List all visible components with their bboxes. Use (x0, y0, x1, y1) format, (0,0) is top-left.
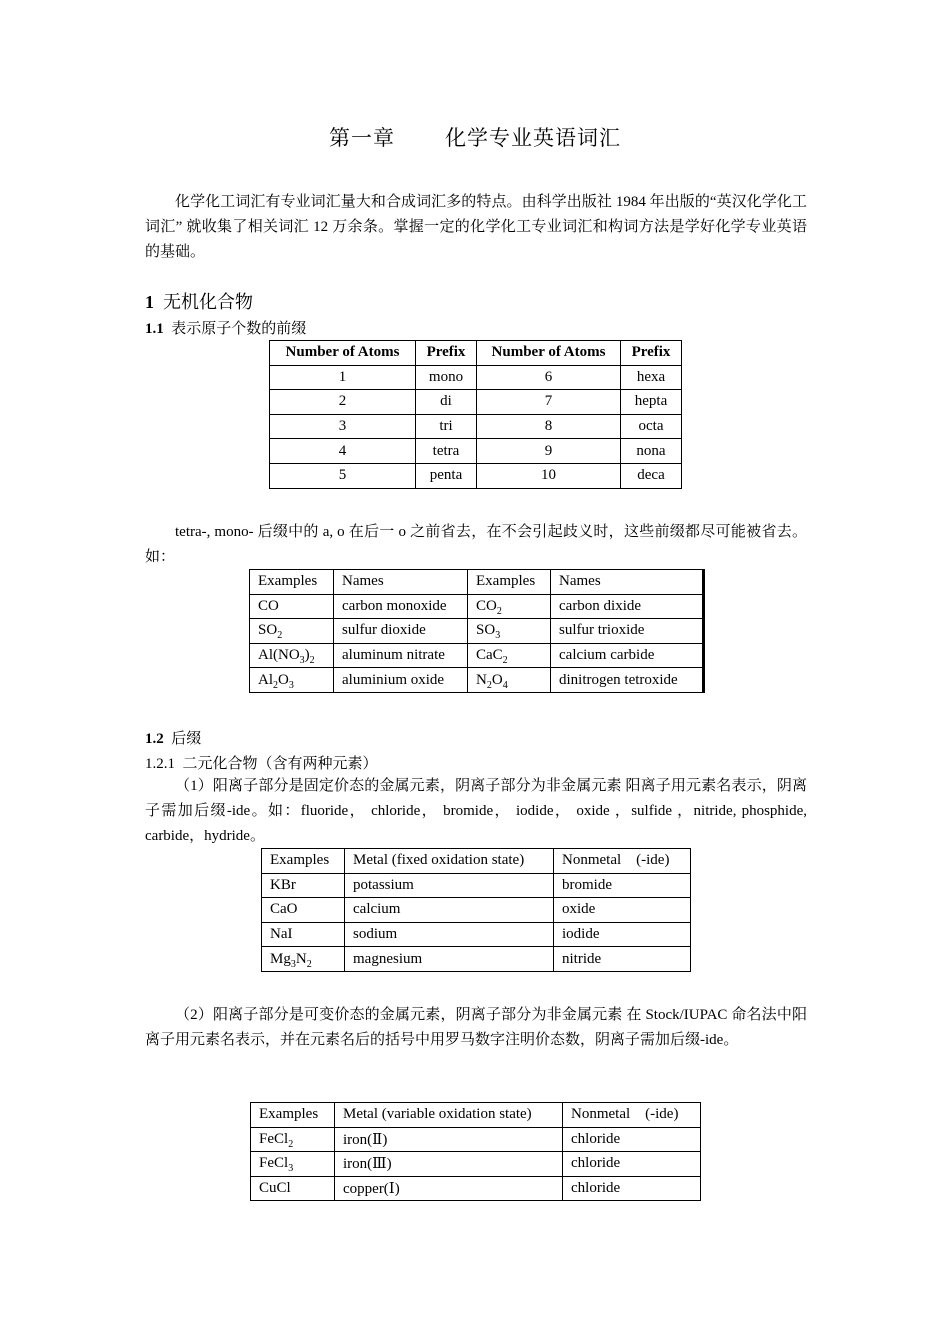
variable-table-cell: CuCl (251, 1176, 335, 1201)
fixed-table-cell: KBr (262, 873, 345, 898)
section-1-2-1-title: 二元化合物（含有两种元素） (182, 756, 378, 772)
section-1-1-heading (145, 317, 306, 338)
table-row (262, 922, 691, 947)
prefix-table-header-cell: Prefix (416, 341, 477, 366)
section-1-title: 无机化合物 (163, 292, 253, 312)
examples-table-cell: dinitrogen tetroxide (551, 668, 704, 693)
fixed-table-cell: sodium (345, 922, 554, 947)
prefix-table-cell: 6 (477, 365, 621, 390)
examples-table-cell: aluminum nitrate (334, 643, 468, 668)
table-row (250, 594, 704, 619)
prefix-table-cell: 1 (270, 365, 416, 390)
prefix-table-cell: 9 (477, 439, 621, 464)
fixed-table-cell: magnesium (345, 947, 554, 972)
prefix-table-cell: 2 (270, 390, 416, 415)
variable-table-cell: chloride (563, 1176, 701, 1201)
variable-table-header-row (251, 1103, 701, 1128)
chapter-title (0, 122, 950, 152)
table-row (262, 898, 691, 923)
examples-table-cell: sulfur trioxide (551, 619, 704, 644)
fixed-table-header-row (262, 849, 691, 874)
examples-table (249, 569, 705, 693)
variable-table-cell: iron(Ⅲ) (335, 1152, 563, 1177)
examples-table-header-cell: Names (551, 570, 704, 595)
prefix-table-cell: tetra (416, 439, 477, 464)
fixed-oxidation-table (261, 848, 691, 972)
examples-table-cell: $CO_2$ (468, 594, 551, 619)
table-row (270, 365, 682, 390)
variable-table-cell: chloride (563, 1127, 701, 1152)
table-row (250, 619, 704, 644)
examples-table-cell: carbon dixide (551, 594, 704, 619)
omit-note-paragraph: tetra-, mono- 后缀中的 a, o 在后一 o 之前省去，在不会引起歧义时，这些前缀都尽可能被省去。如： (145, 524, 807, 565)
section-1-number: 1 (145, 292, 154, 312)
prefix-table (269, 340, 682, 489)
table-row (251, 1176, 701, 1201)
prefix-table-cell: 8 (477, 414, 621, 439)
examples-table-header-row (250, 570, 704, 595)
prefix-table-cell: octa (621, 414, 682, 439)
examples-table-cell: CaC$_2$ (468, 643, 551, 668)
table-row (262, 873, 691, 898)
prefix-table-cell: nona (621, 439, 682, 464)
prefix-table-cell: hepta (621, 390, 682, 415)
prefix-table-cell: 3 (270, 414, 416, 439)
table-row (251, 1127, 701, 1152)
table-row (270, 463, 682, 488)
variable-table-cell: copper(Ⅰ) (335, 1176, 563, 1201)
fixed-table-cell: $Mg_3N_2$ (262, 947, 345, 972)
prefix-table-cell: mono (416, 365, 477, 390)
variable-table-cell: FeCl$_2$ (251, 1127, 335, 1152)
table-row (250, 668, 704, 693)
examples-table-cell: carbon monoxide (334, 594, 468, 619)
variable-table-header-cell: Examples (251, 1103, 335, 1128)
fixed-table-header-cell: Examples (262, 849, 345, 874)
chapter-name: 化学专业英语词汇 (445, 126, 621, 150)
table-row (270, 414, 682, 439)
examples-table-header-cell: Examples (250, 570, 334, 595)
variable-table-cell: FeCl$_3$ (251, 1152, 335, 1177)
fixed-oxidation-paragraph: （1）阳离子部分是固定价态的金属元素，阴离子部分为非金属元素 阳离子用元素名表示，阴离子需加后缀-ide。如：fluoride， chloride， bromide， iodide， oxide ，sulfide ，nitride, phosphide, carbide，hydride。 (145, 778, 807, 844)
fixed-table-cell: NaI (262, 922, 345, 947)
prefix-table-cell: deca (621, 463, 682, 488)
prefix-table-header-cell: Prefix (621, 341, 682, 366)
fixed-table-cell: calcium (345, 898, 554, 923)
section-1-2-title: 后缀 (171, 731, 202, 747)
fixed-table-cell: iodide (554, 922, 691, 947)
prefix-table-header-row (270, 341, 682, 366)
section-1-2-1-heading (145, 752, 378, 773)
examples-table-cell: $SO_3$ (468, 619, 551, 644)
prefix-table-cell: 5 (270, 463, 416, 488)
prefix-table-cell: 4 (270, 439, 416, 464)
table-row (251, 1152, 701, 1177)
variable-table-cell: chloride (563, 1152, 701, 1177)
prefix-table-cell: 7 (477, 390, 621, 415)
examples-table-cell: calcium carbide (551, 643, 704, 668)
prefix-table-header-cell: Number of Atoms (477, 341, 621, 366)
fixed-table-header-cell: Nonmetal (-ide) (554, 849, 691, 874)
fixed-table-header-cell: Metal (fixed oxidation state) (345, 849, 554, 874)
examples-table-cell: $N_2O_4$ (468, 668, 551, 693)
examples-table-cell: $SO_2$ (250, 619, 334, 644)
chapter-number: 第一章 (329, 126, 395, 150)
prefix-table-cell: tri (416, 414, 477, 439)
table-row (270, 390, 682, 415)
section-1-heading (145, 288, 253, 314)
fixed-table-cell: potassium (345, 873, 554, 898)
fixed-table-cell: bromide (554, 873, 691, 898)
prefix-table-header-cell: Number of Atoms (270, 341, 416, 366)
prefix-table-cell: penta (416, 463, 477, 488)
variable-table-cell: iron(Ⅱ) (335, 1127, 563, 1152)
examples-table-cell: $Al_2O_3$ (250, 668, 334, 693)
fixed-table-cell: oxide (554, 898, 691, 923)
fixed-table-cell: CaO (262, 898, 345, 923)
prefix-table-cell: 10 (477, 463, 621, 488)
examples-table-cell: aluminium oxide (334, 668, 468, 693)
fixed-table-cell: nitride (554, 947, 691, 972)
section-1-1-title: 表示原子个数的前缀 (171, 321, 307, 337)
examples-table-cell: sulfur dioxide (334, 619, 468, 644)
prefix-table-cell: di (416, 390, 477, 415)
section-1-2-number: 1.2 (145, 731, 164, 747)
intro-paragraph: 化学化工词汇有专业词汇量大和合成词汇多的特点。由科学出版社 1984 年出版的“英汉化学化工词汇” 就收集了相关词汇 12 万余条。掌握一定的化学化工专业词汇和构词方法是学好化学专业英语的基础。 (145, 194, 807, 260)
variable-oxidation-paragraph: （2）阳离子部分是可变价态的金属元素，阴离子部分为非金属元素 在 Stock/IUPAC 命名法中阳离子用元素名表示，并在元素名后的括号中用罗马数字注明价态数，阴离子需加后缀-ide。 (145, 1007, 807, 1048)
examples-table-cell: CO (250, 594, 334, 619)
variable-oxidation-table (250, 1102, 701, 1201)
table-row (250, 643, 704, 668)
examples-table-header-cell: Examples (468, 570, 551, 595)
section-1-2-heading (145, 727, 201, 748)
table-row (270, 439, 682, 464)
variable-table-header-cell: Metal (variable oxidation state) (335, 1103, 563, 1128)
examples-table-cell: $Al(NO_3)_2$ (250, 643, 334, 668)
variable-table-header-cell: Nonmetal (-ide) (563, 1103, 701, 1128)
section-1-1-number: 1.1 (145, 321, 164, 337)
section-1-2-1-number: 1.2.1 (145, 756, 175, 772)
prefix-table-cell: hexa (621, 365, 682, 390)
table-row (262, 947, 691, 972)
examples-table-header-cell: Names (334, 570, 468, 595)
